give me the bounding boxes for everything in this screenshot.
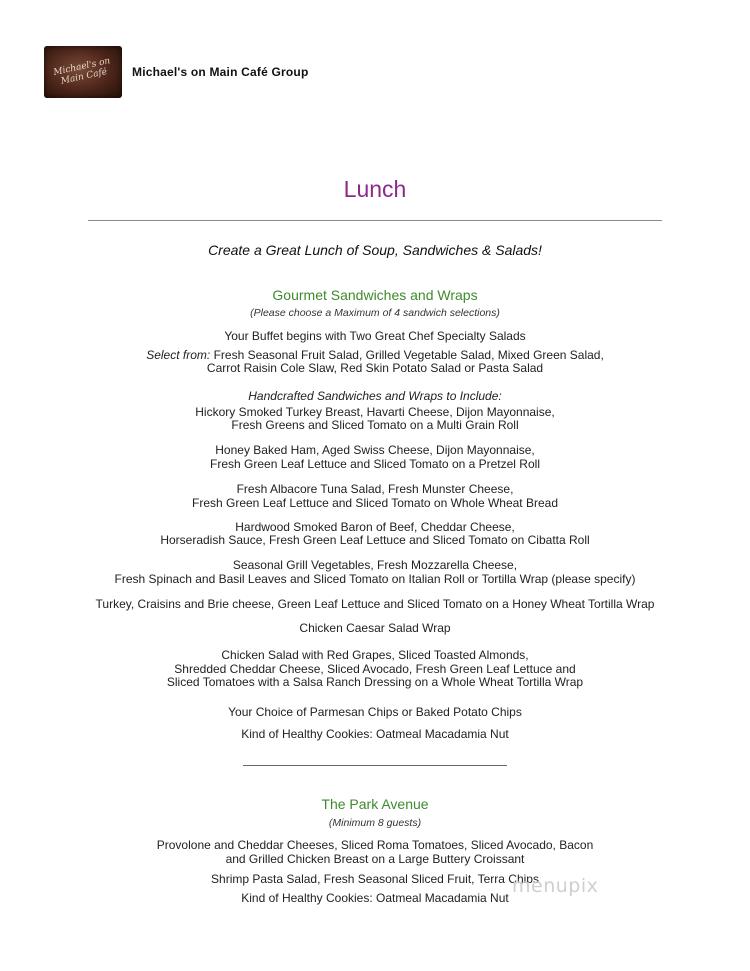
sandwiches-intro: Handcrafted Sandwiches and Wraps to Include:: [248, 389, 502, 403]
page-header: [44, 46, 308, 98]
menu-item-tuna-line2: Fresh Green Leaf Lettuce and Sliced Tomato on Whole Wheat Bread: [192, 496, 558, 510]
title-divider: [88, 220, 662, 221]
menu-item-turkey-line1: Hickory Smoked Turkey Breast, Havarti Cheese, Dijon Mayonnaise,: [195, 405, 555, 419]
menu-item-caesar-wrap: Chicken Caesar Salad Wrap: [299, 621, 451, 635]
company-name: Michael's on Main Café Group: [132, 65, 309, 79]
menu-item-tuna-line1: Fresh Albacore Tuna Salad, Fresh Munster Cheese,: [236, 482, 514, 496]
company-logo: [44, 46, 122, 98]
park-avenue-line2: Shrimp Pasta Salad, Fresh Seasonal Sliced Fruit, Terra Chips: [211, 872, 539, 886]
salad-options-line2: Carrot Raisin Cole Slaw, Red Skin Potato Salad or Pasta Salad: [206, 361, 544, 375]
menu-item-veg-line2: Fresh Spinach and Basil Leaves and Sliced Tomato on Italian Roll or Tortilla Wrap (please specify): [114, 572, 636, 586]
menu-item-ham-line2: Fresh Green Leaf Lettuce and Sliced Tomato on a Pretzel Roll: [210, 457, 540, 471]
menu-item-turkey-line2: Fresh Greens and Sliced Tomato on a Multi Grain Roll: [231, 418, 519, 432]
tagline: Create a Great Lunch of Soup, Sandwiches & Salads!: [208, 242, 542, 258]
park-avenue-line1a: Provolone and Cheddar Cheeses, Sliced Roma Tomatoes, Sliced Avocado, Bacon: [156, 838, 594, 852]
section-note-sandwiches: (Please choose a Maximum of 4 sandwich selections): [250, 307, 500, 319]
section-note-park-avenue: (Minimum 8 guests): [328, 817, 422, 829]
salad-options-text: Fresh Seasonal Fruit Salad, Grilled Vegetable Salad, Mixed Green Salad,: [210, 348, 604, 362]
select-from-label: Select from:: [146, 348, 211, 362]
chips-choice: Your Choice of Parmesan Chips or Baked Potato Chips: [228, 705, 522, 719]
park-avenue-line1b: and Grilled Chicken Breast on a Large Buttery Croissant: [225, 852, 525, 866]
menu-item-chicken-salad-line3: Sliced Tomatoes with a Salsa Ranch Dressing on a Whole Wheat Tortilla Wrap: [166, 675, 584, 689]
buffet-intro: Your Buffet begins with Two Great Chef Specialty Salads: [224, 329, 526, 343]
section-divider: [243, 765, 507, 766]
salad-options-line1: [0, 348, 750, 362]
menu-item-chicken-salad-line1: Chicken Salad with Red Grapes, Sliced Toasted Almonds,: [221, 648, 529, 662]
page-title: Lunch: [343, 176, 407, 202]
section-heading-sandwiches: Gourmet Sandwiches and Wraps: [272, 287, 478, 303]
watermark: menupix: [512, 875, 599, 897]
logo-text: Michael's on Main Café: [52, 56, 112, 87]
menu-item-ham-line1: Honey Baked Ham, Aged Swiss Cheese, Dijon Mayonnaise,: [215, 443, 535, 457]
menu-item-chicken-salad-line2: Shredded Cheddar Cheese, Sliced Avocado, Fresh Green Leaf Lettuce and: [174, 662, 576, 676]
menu-item-beef-line2: Horseradish Sauce, Fresh Green Leaf Lettuce and Sliced Tomato on Cibatta Roll: [160, 533, 590, 547]
menu-item-brie-wrap: Turkey, Craisins and Brie cheese, Green Leaf Lettuce and Sliced Tomato on a Honey Wheat Tortilla Wrap: [95, 597, 655, 611]
section-heading-park-avenue: The Park Avenue: [321, 796, 429, 812]
menu-item-veg-line1: Seasonal Grill Vegetables, Fresh Mozzarella Cheese,: [232, 558, 518, 572]
cookies-line: Kind of Healthy Cookies: Oatmeal Macadamia Nut: [241, 727, 509, 741]
menu-item-beef-line1: Hardwood Smoked Baron of Beef, Cheddar Cheese,: [235, 520, 515, 534]
park-avenue-line3: Kind of Healthy Cookies: Oatmeal Macadamia Nut: [241, 891, 509, 905]
